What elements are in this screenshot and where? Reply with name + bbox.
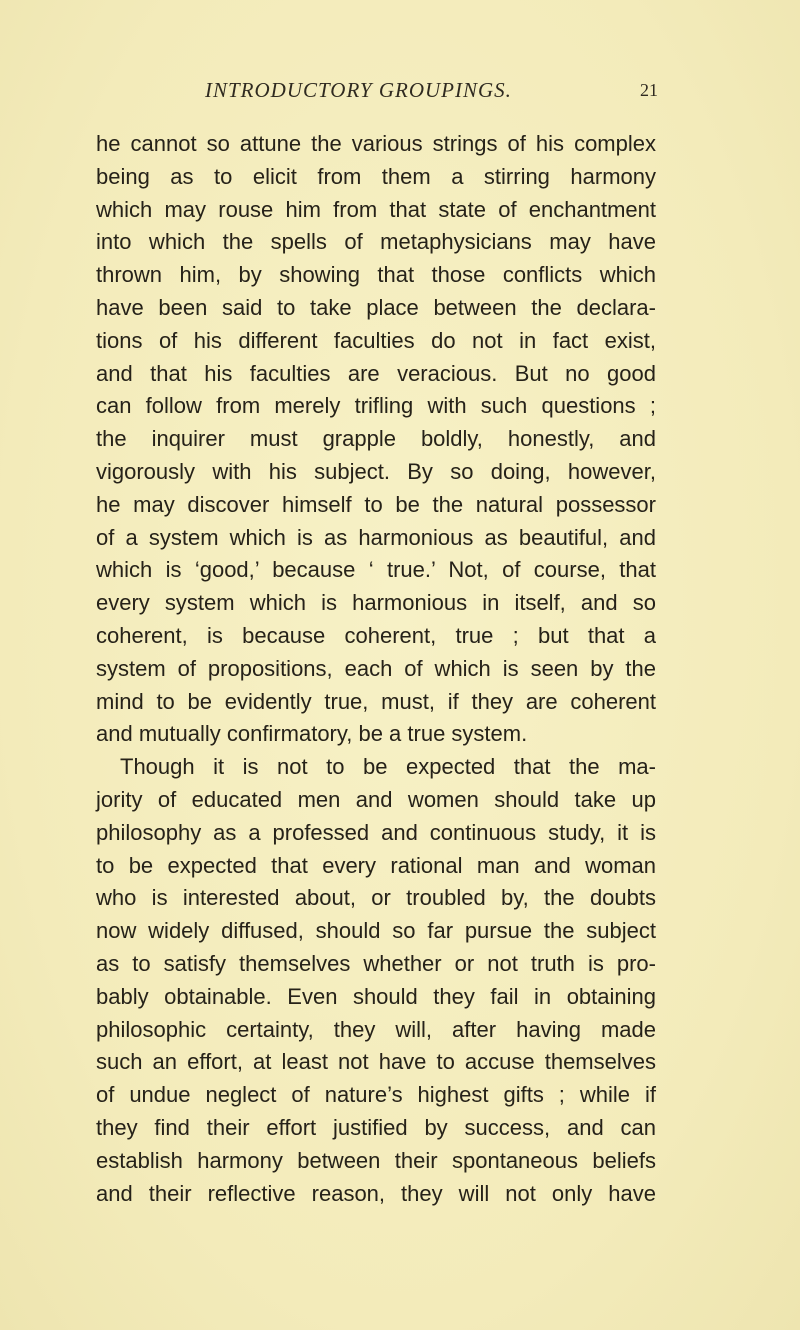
text-line: he may discover himself to be the natural possessor [96,491,656,517]
text-line: of a system which is as harmonious as beautiful, and [96,524,656,550]
text-line: which may rouse him from that state of enchantment [96,196,656,222]
body-text [96,128,656,1210]
text-line: now widely diffused, should so far pursue the subject [96,918,656,944]
text-line: mind to be evidently true, must, if they are coherent [96,688,656,714]
text-line: the inquirer must grapple boldly, honestly, and [96,426,656,452]
text-line: philosophic certainty, they will, after having made [96,1016,656,1042]
text-line: every system which is harmonious in itself, and so [96,590,656,616]
text-line: can follow from merely trifling with such questions ; [96,393,656,419]
text-line: of undue neglect of nature’s highest gifts ; while if [96,1082,656,1108]
text-line: bably obtainable. Even should they fail in obtaining [96,983,656,1009]
text-line: to be expected that every rational man and woman [96,852,656,878]
text-line: vigorously with his subject. By so doing, however, [96,458,656,484]
page-number: 21 [640,80,658,100]
text-line: and mutually confirmatory, be a true system. [96,721,528,747]
text-line: and that his faculties are veracious. But no good [96,360,656,386]
text-line: he cannot so attune the various strings of his complex [96,131,656,156]
text-line: jority of educated men and women should take up [96,786,656,812]
text-line: which is ‘good,’ because ‘ true.’ Not, of course, that [96,557,656,583]
text-line: into which the spells of metaphysicians may have [96,229,656,255]
text-line: being as to elicit from them a stirring harmony [96,163,656,189]
text-line: thrown him, by showing that those conflicts which [96,262,656,288]
text-line: establish harmony between their spontaneous beliefs [96,1147,656,1173]
text-line: philosophy as a professed and continuous study, it is [96,819,656,845]
text-line: tions of his different faculties do not in fact exist, [96,327,656,353]
text-line: system of propositions, each of which is seen by the [96,655,656,681]
text-line: they find their effort justified by success, and can [96,1114,656,1140]
text-line: such an effort, at least not have to accuse themselves [96,1049,656,1075]
text-line: coherent, is because coherent, true ; but that a [96,622,656,648]
text-line: have been said to take place between the declara- [96,294,656,320]
text-line: Though it is not to be expected that the ma- [120,754,656,780]
text-line: who is interested about, or troubled by, the doubts [96,885,656,911]
text-line: and their reflective reason, they will not only have [96,1180,656,1206]
text-line: as to satisfy themselves whether or not truth is pro- [96,950,656,976]
running-head-title: INTRODUCTORY GROUPINGS. [205,78,512,102]
